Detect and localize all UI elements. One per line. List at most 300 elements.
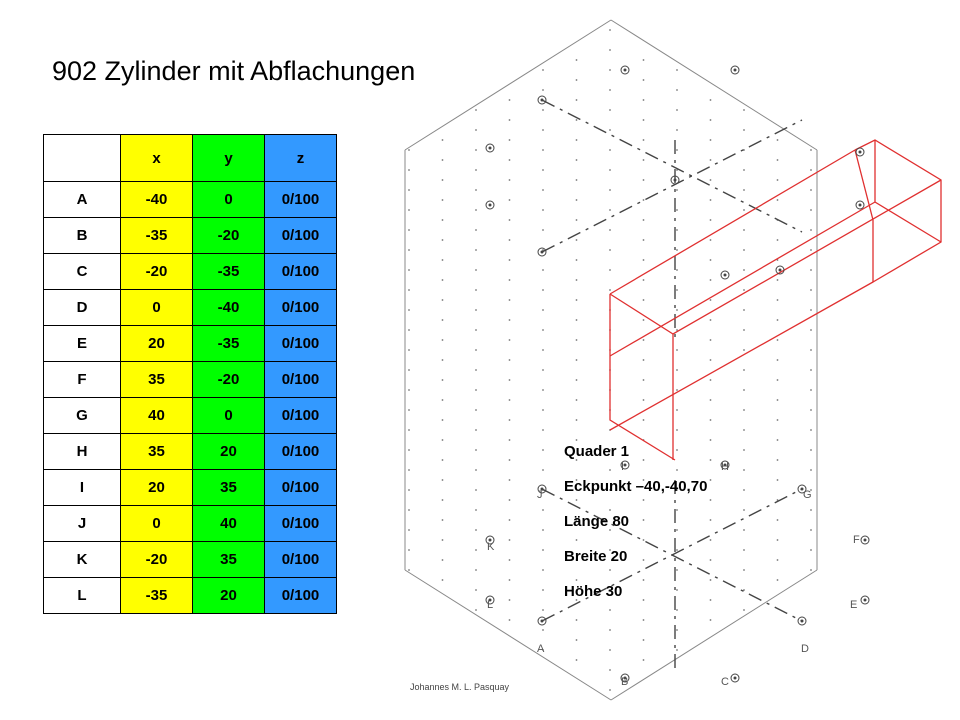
grid-dot xyxy=(810,569,812,571)
point-cell: I xyxy=(44,470,121,506)
grid-dot xyxy=(509,479,511,481)
grid-dot xyxy=(609,129,611,131)
grid-dot xyxy=(408,449,410,451)
grid-dot xyxy=(576,619,578,621)
table-row xyxy=(44,326,337,362)
header-x: x xyxy=(121,135,193,182)
grid-dot xyxy=(475,189,477,191)
grid-dot xyxy=(509,359,511,361)
point-label-k: K xyxy=(487,541,495,553)
grid-dot xyxy=(475,109,477,111)
point-marker-center xyxy=(801,620,803,622)
grid-dot xyxy=(576,279,578,281)
grid-dot xyxy=(509,519,511,521)
grid-dot xyxy=(442,139,444,141)
grid-dot xyxy=(475,249,477,251)
grid-dot xyxy=(777,559,779,561)
grid-dot xyxy=(743,289,745,291)
grid-dot xyxy=(475,609,477,611)
point-label-i: I xyxy=(621,461,625,473)
grid-dot xyxy=(509,139,511,141)
grid-dot xyxy=(643,399,645,401)
grid-dot xyxy=(609,89,611,91)
grid-dot xyxy=(777,339,779,341)
grid-dot xyxy=(643,639,645,641)
point-cell: F xyxy=(44,362,121,398)
grid-dot xyxy=(509,599,511,601)
z-cell: 0/100 xyxy=(265,290,337,326)
grid-dot xyxy=(542,149,544,151)
grid-dot xyxy=(710,499,712,501)
grid-dot xyxy=(743,609,745,611)
info-line-3: Länge 80 xyxy=(564,513,630,530)
grid-dot xyxy=(509,119,511,121)
grid-dot xyxy=(475,469,477,471)
grid-dot xyxy=(475,369,477,371)
grid-dot xyxy=(743,169,745,171)
grid-dot xyxy=(810,229,812,231)
x-cell: 35 xyxy=(121,362,193,398)
point-marker-center xyxy=(779,269,781,271)
grid-dot xyxy=(542,109,544,111)
grid-dot xyxy=(475,349,477,351)
grid-dot xyxy=(475,149,477,151)
grid-dot xyxy=(710,139,712,141)
grid-dot xyxy=(509,199,511,201)
point-marker-center xyxy=(541,620,543,622)
grid-dot xyxy=(542,229,544,231)
grid-dot xyxy=(743,109,745,111)
grid-dot xyxy=(676,349,678,351)
x-cell: 20 xyxy=(121,470,193,506)
page-title: 902 Zylinder mit Abflachungen xyxy=(52,56,416,86)
grid-dot xyxy=(743,309,745,311)
grid-dot xyxy=(475,449,477,451)
grid-dot xyxy=(542,89,544,91)
cuboid-info xyxy=(564,440,707,615)
grid-dot xyxy=(643,59,645,61)
point-cell: D xyxy=(44,290,121,326)
grid-dot xyxy=(408,309,410,311)
grid-dot xyxy=(609,109,611,111)
grid-dot xyxy=(542,529,544,531)
grid-dot xyxy=(710,259,712,261)
grid-dot xyxy=(475,589,477,591)
point-label-h: H xyxy=(721,461,729,473)
z-cell: 0/100 xyxy=(265,398,337,434)
grid-dot xyxy=(542,389,544,391)
grid-dot xyxy=(475,569,477,571)
grid-dot xyxy=(710,379,712,381)
grid-dot xyxy=(509,579,511,581)
point-marker-center xyxy=(734,69,736,71)
grid-dot xyxy=(676,429,678,431)
grid-dot xyxy=(710,279,712,281)
y-cell: 0 xyxy=(193,398,265,434)
grid-dot xyxy=(509,439,511,441)
z-cell: 0/100 xyxy=(265,578,337,614)
grid-dot xyxy=(710,199,712,201)
grid-dot xyxy=(710,439,712,441)
grid-dot xyxy=(442,479,444,481)
grid-dot xyxy=(609,229,611,231)
grid-dot xyxy=(408,569,410,571)
grid-dot xyxy=(609,649,611,651)
grid-dot xyxy=(475,229,477,231)
point-marker-center xyxy=(541,99,543,101)
table-row xyxy=(44,470,337,506)
table-row xyxy=(44,542,337,578)
grid-dot xyxy=(442,279,444,281)
grid-dot xyxy=(643,359,645,361)
grid-dot xyxy=(609,629,611,631)
grid-dot xyxy=(576,259,578,261)
grid-dot xyxy=(475,289,477,291)
table-row xyxy=(44,362,337,398)
point-cell: A xyxy=(44,182,121,218)
grid-dot xyxy=(810,409,812,411)
grid-dot xyxy=(408,349,410,351)
grid-dot xyxy=(609,149,611,151)
grid-dot xyxy=(509,159,511,161)
grid-dot xyxy=(442,419,444,421)
table-row xyxy=(44,578,337,614)
grid-dot xyxy=(576,99,578,101)
z-cell: 0/100 xyxy=(265,362,337,398)
grid-dot xyxy=(442,239,444,241)
grid-dot xyxy=(442,459,444,461)
point-label-e: E xyxy=(850,599,858,611)
grid-dot xyxy=(710,539,712,541)
grid-dot xyxy=(475,549,477,551)
grid-dot xyxy=(810,529,812,531)
grid-dot xyxy=(509,179,511,181)
grid-dot xyxy=(710,619,712,621)
grid-dot xyxy=(710,479,712,481)
grid-dot xyxy=(408,409,410,411)
grid-dot xyxy=(408,289,410,291)
grid-dot xyxy=(542,369,544,371)
y-cell: -20 xyxy=(193,218,265,254)
grid-dot xyxy=(743,329,745,331)
grid-dot xyxy=(576,639,578,641)
grid-dot xyxy=(408,329,410,331)
z-cell: 0/100 xyxy=(265,470,337,506)
grid-dot xyxy=(609,29,611,31)
grid-dot xyxy=(810,429,812,431)
grid-dot xyxy=(743,349,745,351)
y-cell: 20 xyxy=(193,434,265,470)
coordinate-table xyxy=(43,134,337,614)
grid-dot xyxy=(576,379,578,381)
grid-dot xyxy=(777,419,779,421)
grid-dot xyxy=(542,169,544,171)
grid-dot xyxy=(676,629,678,631)
grid-dot xyxy=(609,249,611,251)
grid-dot xyxy=(576,339,578,341)
grid-dot xyxy=(576,199,578,201)
grid-dot xyxy=(676,269,678,271)
grid-dot xyxy=(810,389,812,391)
grid-dot xyxy=(609,289,611,291)
grid-dot xyxy=(475,429,477,431)
point-label-l: L xyxy=(487,599,494,611)
grid-dot xyxy=(743,509,745,511)
z-cell: 0/100 xyxy=(265,326,337,362)
y-cell: 35 xyxy=(193,542,265,578)
grid-dot xyxy=(710,399,712,401)
grid-dot xyxy=(777,359,779,361)
grid-dot xyxy=(442,259,444,261)
grid-dot xyxy=(408,469,410,471)
grid-dot xyxy=(777,239,779,241)
grid-dot xyxy=(643,419,645,421)
grid-dot xyxy=(408,189,410,191)
grid-dot xyxy=(810,289,812,291)
x-cell: 35 xyxy=(121,434,193,470)
grid-dot xyxy=(777,519,779,521)
point-cell: G xyxy=(44,398,121,434)
grid-dot xyxy=(643,119,645,121)
grid-dot xyxy=(509,379,511,381)
grid-dot xyxy=(576,319,578,321)
grid-dot xyxy=(810,349,812,351)
grid-dot xyxy=(609,689,611,691)
x-cell: -35 xyxy=(121,218,193,254)
z-cell: 0/100 xyxy=(265,434,337,470)
grid-dot xyxy=(676,389,678,391)
grid-dot xyxy=(609,269,611,271)
x-cell: 40 xyxy=(121,398,193,434)
grid-dot xyxy=(743,189,745,191)
grid-dot xyxy=(810,549,812,551)
grid-dot xyxy=(442,219,444,221)
grid-dot xyxy=(710,119,712,121)
grid-dot xyxy=(676,129,678,131)
grid-dot xyxy=(609,49,611,51)
grid-dot xyxy=(676,149,678,151)
grid-dot xyxy=(408,489,410,491)
grid-dot xyxy=(442,439,444,441)
grid-dot xyxy=(609,169,611,171)
grid-dot xyxy=(810,449,812,451)
grid-dot xyxy=(609,69,611,71)
grid-dot xyxy=(810,249,812,251)
grid-dot xyxy=(576,139,578,141)
grid-dot xyxy=(676,649,678,651)
grid-dot xyxy=(442,299,444,301)
point-cell: H xyxy=(44,434,121,470)
z-cell: 0/100 xyxy=(265,506,337,542)
grid-dot xyxy=(475,309,477,311)
grid-dot xyxy=(710,519,712,521)
grid-dot xyxy=(576,359,578,361)
grid-dot xyxy=(810,369,812,371)
grid-dot xyxy=(542,269,544,271)
grid-dot xyxy=(408,529,410,531)
grid-dot xyxy=(408,509,410,511)
grid-dot xyxy=(643,299,645,301)
grid-dot xyxy=(542,549,544,551)
grid-dot xyxy=(810,329,812,331)
z-cell: 0/100 xyxy=(265,254,337,290)
grid-dot xyxy=(408,389,410,391)
grid-dot xyxy=(743,269,745,271)
grid-dot xyxy=(475,509,477,511)
point-cell: K xyxy=(44,542,121,578)
grid-dot xyxy=(743,469,745,471)
grid-dot xyxy=(408,549,410,551)
grid-dot xyxy=(810,509,812,511)
grid-dot xyxy=(810,309,812,311)
grid-dot xyxy=(542,349,544,351)
grid-dot xyxy=(643,379,645,381)
grid-dot xyxy=(542,409,544,411)
grid-dot xyxy=(542,429,544,431)
point-label-b: B xyxy=(621,676,629,688)
grid-dot xyxy=(643,659,645,661)
grid-dot xyxy=(542,309,544,311)
grid-dot xyxy=(743,549,745,551)
grid-dot xyxy=(475,129,477,131)
point-marker-center xyxy=(734,677,736,679)
grid-dot xyxy=(777,179,779,181)
grid-dot xyxy=(810,189,812,191)
grid-dot xyxy=(408,249,410,251)
point-marker-center xyxy=(864,539,866,541)
z-cell: 0/100 xyxy=(265,182,337,218)
x-cell: -35 xyxy=(121,578,193,614)
grid-dot xyxy=(408,169,410,171)
grid-dot xyxy=(777,199,779,201)
grid-dot xyxy=(408,429,410,431)
grid-dot xyxy=(676,229,678,231)
grid-dot xyxy=(777,139,779,141)
grid-dot xyxy=(509,499,511,501)
grid-dot xyxy=(676,409,678,411)
grid-dot xyxy=(408,149,410,151)
grid-dot xyxy=(576,659,578,661)
grid-dot xyxy=(509,619,511,621)
grid-dot xyxy=(676,109,678,111)
table-row xyxy=(44,218,337,254)
grid-dot xyxy=(643,619,645,621)
grid-dot xyxy=(442,539,444,541)
y-cell: 40 xyxy=(193,506,265,542)
point-marker-center xyxy=(541,251,543,253)
grid-dot xyxy=(743,129,745,131)
grid-dot xyxy=(542,469,544,471)
grid-dot xyxy=(643,279,645,281)
x-cell: -20 xyxy=(121,254,193,290)
grid-dot xyxy=(743,489,745,491)
grid-dot xyxy=(743,409,745,411)
axis-upper-1 xyxy=(542,100,802,232)
table-row xyxy=(44,182,337,218)
grid-dot xyxy=(710,599,712,601)
grid-dot xyxy=(676,209,678,211)
grid-dot xyxy=(475,209,477,211)
grid-dot xyxy=(576,239,578,241)
grid-dot xyxy=(509,219,511,221)
grid-dot xyxy=(542,209,544,211)
grid-dot xyxy=(475,529,477,531)
red-cuboid xyxy=(610,140,941,460)
info-line-2: Eckpunkt –40,-40,70 xyxy=(564,478,708,495)
grid-dot xyxy=(743,529,745,531)
x-cell: -40 xyxy=(121,182,193,218)
table-row xyxy=(44,506,337,542)
point-marker-center xyxy=(489,204,491,206)
grid-dot xyxy=(676,89,678,91)
grid-dot xyxy=(609,189,611,191)
grid-dot xyxy=(777,459,779,461)
grid-dot xyxy=(509,239,511,241)
grid-dot xyxy=(777,399,779,401)
grid-dot xyxy=(408,369,410,371)
grid-dot xyxy=(542,509,544,511)
grid-dot xyxy=(710,159,712,161)
y-cell: -20 xyxy=(193,362,265,398)
header-z: z xyxy=(265,135,337,182)
grid-dot xyxy=(710,419,712,421)
grid-dot xyxy=(442,179,444,181)
table-row xyxy=(44,254,337,290)
z-cell: 0/100 xyxy=(265,218,337,254)
grid-dot xyxy=(509,459,511,461)
grid-dot xyxy=(710,219,712,221)
header-corner xyxy=(44,135,121,182)
grid-dot xyxy=(777,159,779,161)
info-line-5: Höhe 30 xyxy=(564,583,623,600)
grid-dot xyxy=(576,299,578,301)
grid-dot xyxy=(777,439,779,441)
grid-dot xyxy=(576,179,578,181)
grid-dot xyxy=(743,229,745,231)
point-cell: E xyxy=(44,326,121,362)
info-line-1: Quader 1 xyxy=(564,443,630,460)
grid-dot xyxy=(743,449,745,451)
grid-dot xyxy=(576,79,578,81)
grid-dot xyxy=(475,409,477,411)
grid-dot xyxy=(475,269,477,271)
grid-dot xyxy=(743,569,745,571)
grid-dot xyxy=(509,99,511,101)
grid-dot xyxy=(676,69,678,71)
grid-dot xyxy=(408,269,410,271)
point-marker-center xyxy=(624,69,626,71)
grid-dot xyxy=(542,569,544,571)
grid-dot xyxy=(710,179,712,181)
grid-dot xyxy=(442,359,444,361)
axis-upper-2 xyxy=(542,120,802,252)
grid-dot xyxy=(676,309,678,311)
grid-dot xyxy=(542,129,544,131)
point-marker-center xyxy=(674,179,676,181)
grid-dot xyxy=(710,99,712,101)
grid-dot xyxy=(442,579,444,581)
grid-dot xyxy=(777,479,779,481)
grid-dot xyxy=(643,199,645,201)
table-row xyxy=(44,398,337,434)
grid-dot xyxy=(442,379,444,381)
grid-dot xyxy=(542,69,544,71)
grid-dot xyxy=(777,279,779,281)
grid-dot xyxy=(777,299,779,301)
grid-dot xyxy=(676,249,678,251)
grid-dot xyxy=(442,159,444,161)
grid-dot xyxy=(643,159,645,161)
